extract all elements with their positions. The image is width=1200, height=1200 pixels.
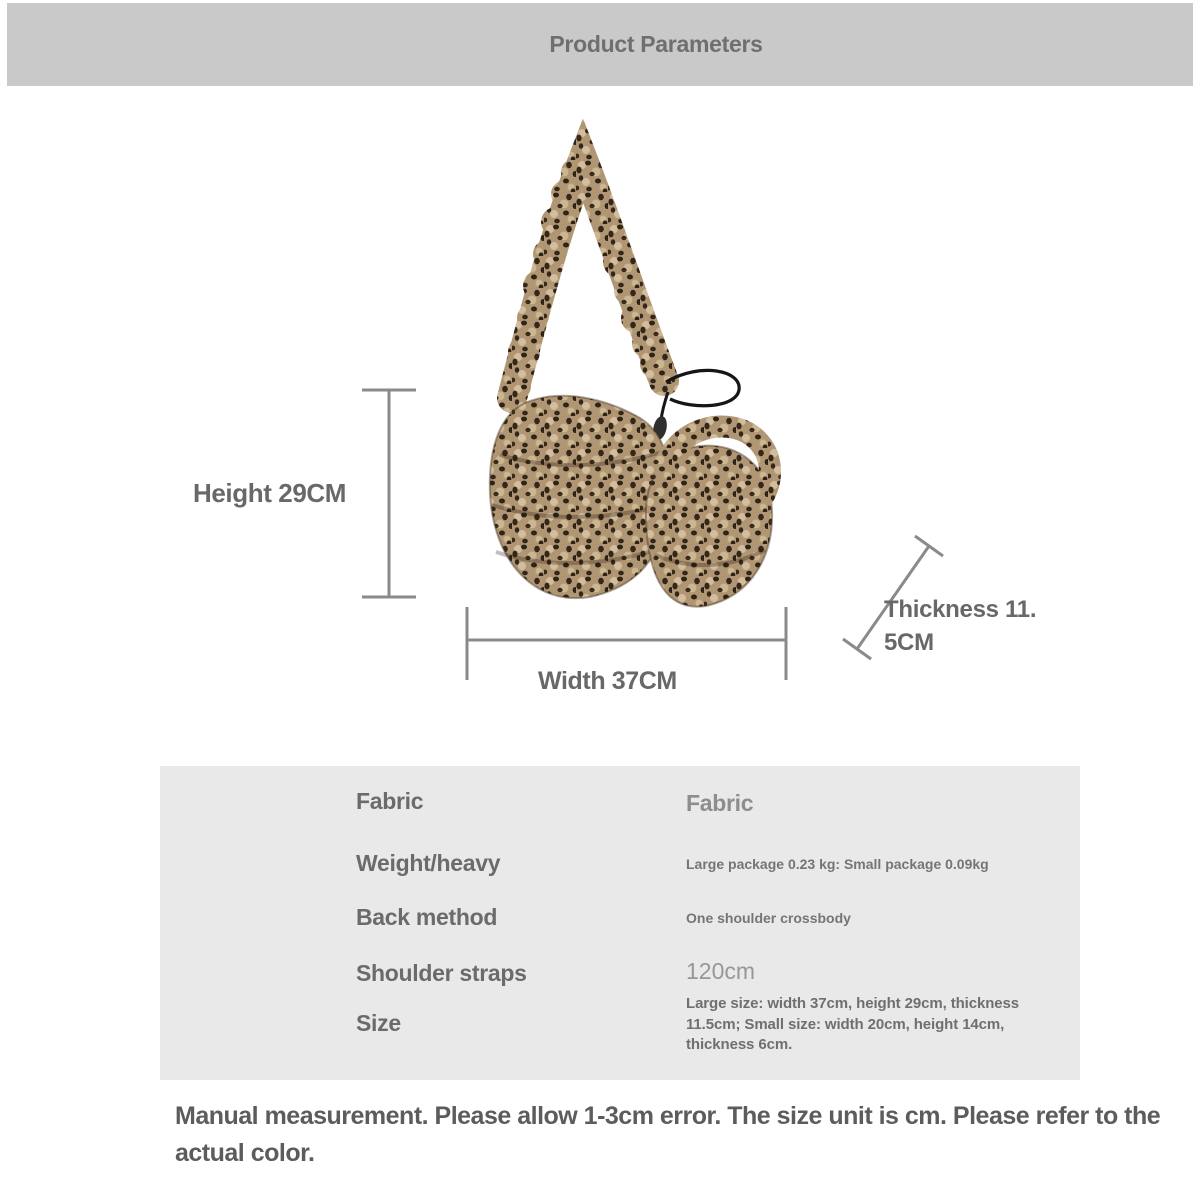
spec-value-weight: Large package 0.23 kg: Small package 0.09kg <box>686 856 989 872</box>
spec-value-back-method: One shoulder crossbody <box>686 910 851 926</box>
width-dimension-label: Width 37CM <box>538 667 677 695</box>
bag-strap <box>501 147 675 401</box>
disclaimer-text: Manual measurement. Please allow 1-3cm error. The size unit is cm. Please refer to the actual color. <box>175 1102 1161 1167</box>
small-bag <box>646 427 772 607</box>
page-title: Product Parameters <box>549 31 763 57</box>
spec-label-weight: Weight/heavy <box>356 850 501 876</box>
height-dimension-label: Height 29CM <box>193 478 347 508</box>
spec-label-size: Size <box>356 1010 401 1036</box>
spec-value-size: Large size: width 37cm, height 29cm, thickness 11.5cm; Small size: width 20cm, height 14cm, thickness 6cm. <box>686 995 1020 1053</box>
spec-table <box>160 766 1080 1080</box>
spec-value-shoulder-straps: 120cm <box>686 958 756 984</box>
thickness-dimension-label <box>884 593 1036 659</box>
spec-label-back-method: Back method <box>356 904 498 930</box>
large-bag <box>490 396 669 598</box>
thickness-label-line1: Thickness 11. <box>884 596 1037 623</box>
height-dimension-line <box>362 390 416 597</box>
spec-value-fabric: Fabric <box>686 790 754 816</box>
spec-label-shoulder-straps: Shoulder straps <box>356 960 527 986</box>
spec-label-fabric: Fabric <box>356 788 424 814</box>
header-bar <box>7 3 1193 86</box>
thickness-label-line2: 5CM <box>884 629 934 656</box>
